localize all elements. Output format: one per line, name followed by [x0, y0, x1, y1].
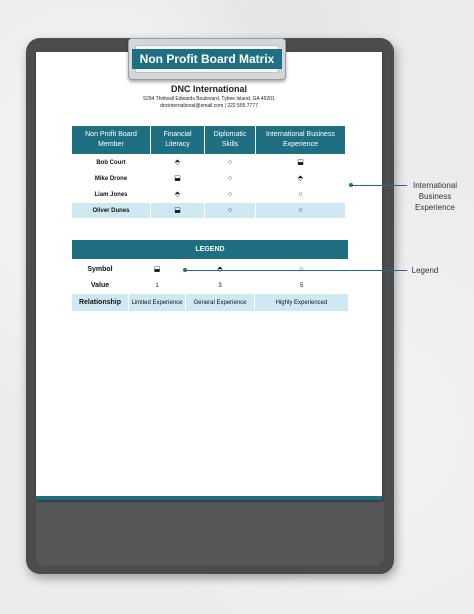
- rating-cell: [151, 203, 204, 218]
- rating-cell: [151, 187, 204, 202]
- board-matrix-table: [71, 125, 346, 219]
- column-header-international: International Business Experience: [256, 126, 345, 154]
- legend-cell: [129, 262, 185, 277]
- clip-label-area: [135, 45, 279, 73]
- table-row: [72, 155, 345, 170]
- legend-value-label: Value: [90, 282, 110, 289]
- legend-value: 5: [299, 282, 304, 289]
- rating-symbol-icon: ○: [227, 191, 233, 198]
- member-name: Mike Drone: [94, 175, 128, 182]
- callout-international-business: International Business Experience: [412, 181, 458, 212]
- column-header-financial: Financial Literacy: [151, 126, 204, 154]
- callout-line-bottom: [185, 270, 407, 271]
- rating-cell: [256, 187, 345, 202]
- rating-symbol-icon: ⬘: [174, 191, 181, 198]
- table-row: [72, 171, 345, 186]
- legend-table: [71, 261, 349, 312]
- rating-symbol-icon: ○: [227, 159, 233, 166]
- legend-relationship: Limited Experience: [129, 294, 185, 311]
- legend-relationship: Highly Experienced: [255, 294, 348, 311]
- legend-title: LEGEND: [72, 240, 348, 259]
- page-bottom-stripe: [36, 496, 382, 500]
- rating-symbol-icon: ○: [227, 207, 233, 214]
- member-name: Oliver Dunes: [72, 203, 150, 218]
- rating-cell: [151, 171, 204, 186]
- rating-symbol-icon: ○: [298, 191, 303, 198]
- legend-symbol-label: Symbol: [87, 266, 113, 273]
- rating-cell: [205, 203, 255, 218]
- rating-symbol-icon: ⬓: [174, 175, 181, 182]
- matrix-header-row: [72, 126, 345, 154]
- rating-symbol-icon: ⬓: [174, 207, 181, 214]
- limited-symbol-icon: ⬓: [153, 266, 161, 273]
- legend-value: 1: [155, 282, 159, 289]
- legend-value-row: [72, 278, 348, 293]
- rating-cell: [205, 187, 255, 202]
- page-title: Non Profit Board Matrix: [132, 49, 283, 69]
- member-name: Bob Court: [96, 159, 126, 166]
- rating-symbol-icon: ⬘: [174, 159, 181, 166]
- rating-cell: [256, 171, 345, 186]
- clipboard-bottom: [36, 502, 384, 566]
- table-row: [72, 203, 345, 218]
- clipboard-clip: [128, 38, 286, 80]
- legend-relationship: General Experience: [186, 294, 254, 311]
- column-header-diplomatic: Diplomatic Skills: [205, 126, 255, 154]
- rating-symbol-icon: ⬘: [297, 175, 304, 182]
- org-address: 5294 Thirlwall Edwards Boulevard, Tybee Island, GA 49201: [143, 96, 275, 102]
- rating-cell: [256, 203, 345, 218]
- table-row: [72, 187, 345, 202]
- callout-legend: Legend: [411, 266, 439, 275]
- rating-cell: [256, 155, 345, 170]
- column-header-member: Non Profit Board Member: [72, 126, 150, 154]
- rating-symbol-icon: ○: [227, 175, 233, 182]
- member-name: Liam Jones: [94, 191, 128, 198]
- legend-value: 3: [218, 282, 222, 289]
- rating-symbol-icon: ○: [298, 207, 303, 214]
- rating-cell: [151, 155, 204, 170]
- rating-cell: [205, 171, 255, 186]
- rating-cell: [205, 155, 255, 170]
- org-name: DNC International: [170, 84, 247, 94]
- rating-symbol-icon: ⬓: [297, 159, 304, 166]
- callout-line-top: [351, 185, 407, 186]
- org-contact: dncinternational@email.com | 222 555 7777: [160, 103, 258, 109]
- legend-relationship-row: [72, 294, 348, 311]
- legend-relationship-label: Relationship: [72, 294, 128, 311]
